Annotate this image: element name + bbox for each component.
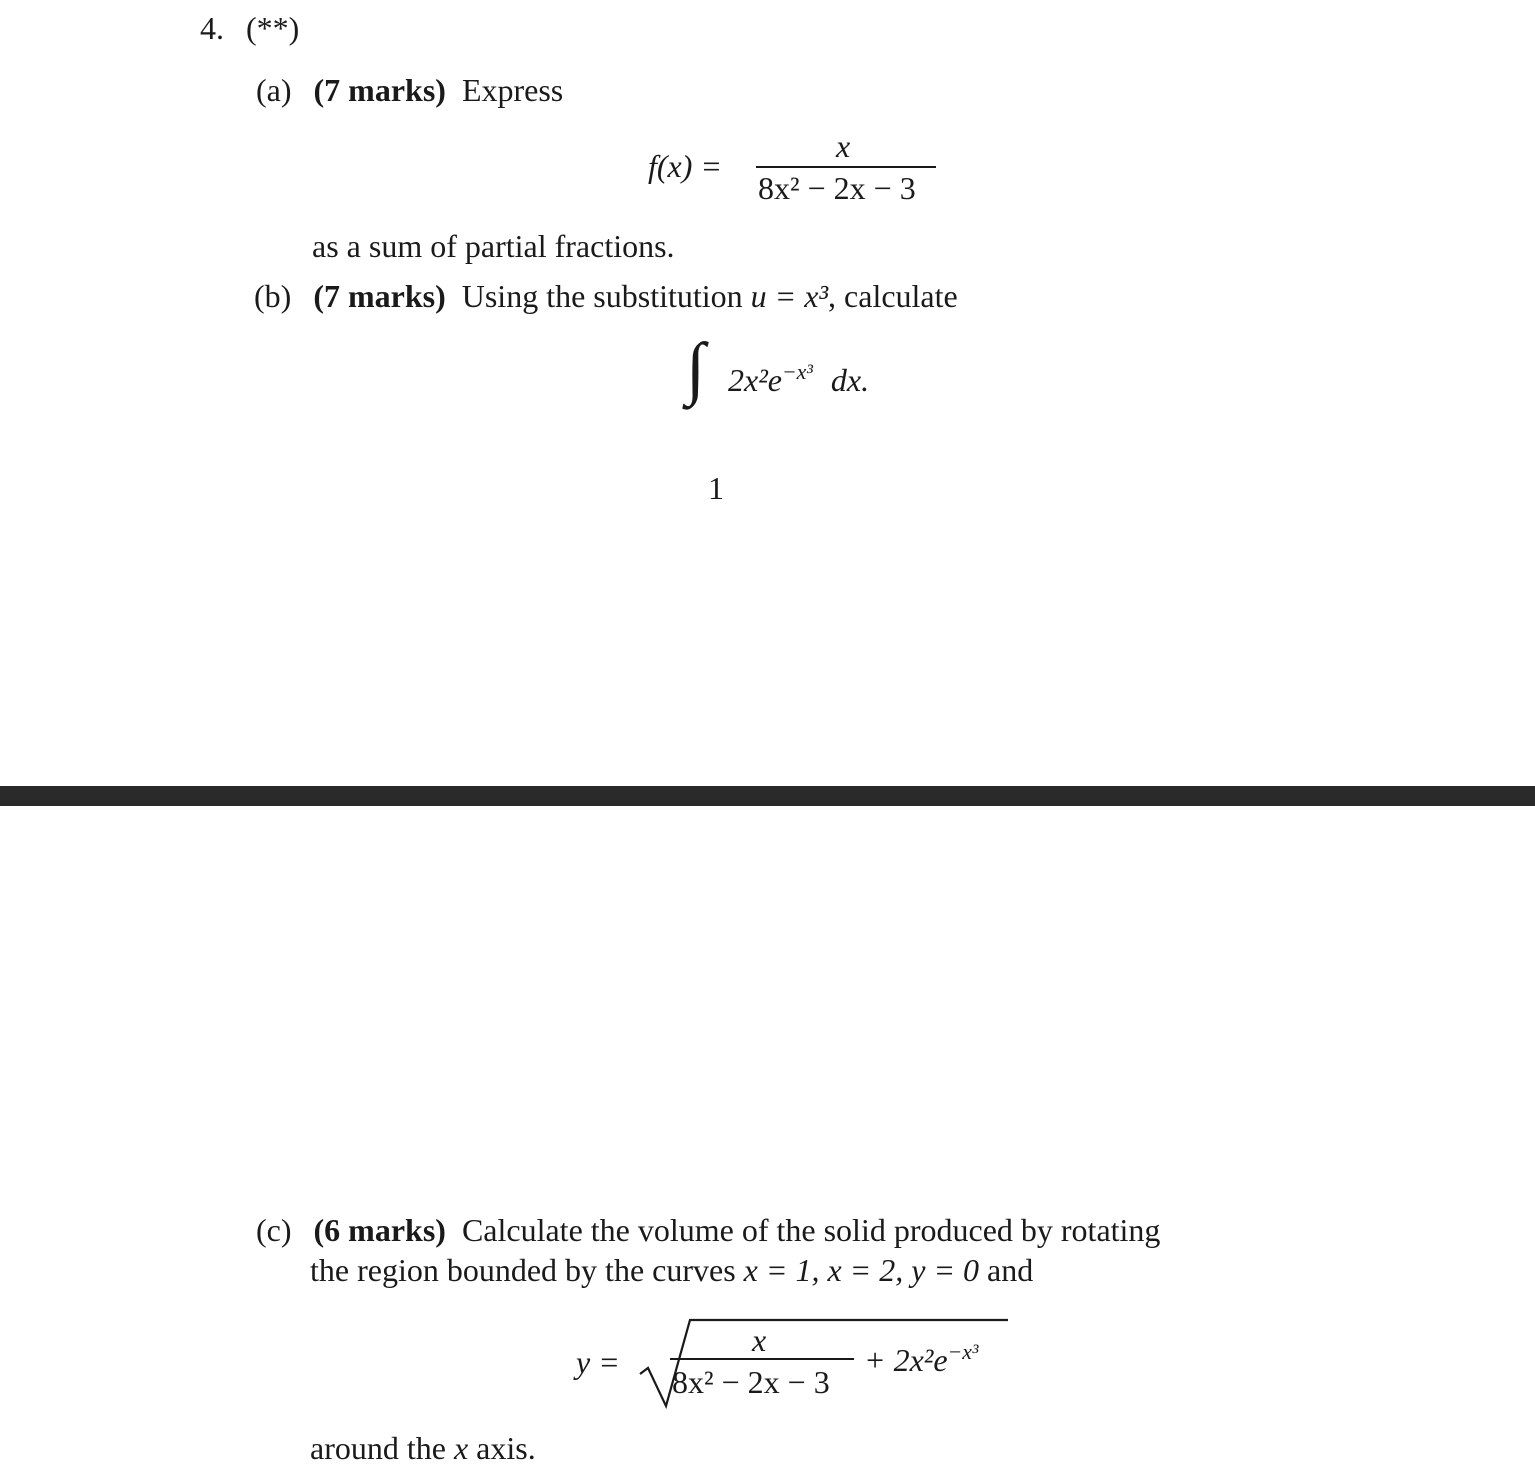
part-b-exponent: −x³ [782, 360, 813, 385]
part-c-line2 [310, 1254, 1033, 1286]
difficulty-marker: (**) [246, 10, 300, 46]
part-b-heading [254, 280, 958, 312]
question-number [200, 12, 299, 44]
part-a-numerator: x [836, 128, 851, 164]
part-c-line1: Calculate the volume of the solid produced by rotating [461, 1212, 1161, 1248]
question-number-text: 4. [200, 10, 224, 46]
part-b-marks: (7 marks) [313, 278, 446, 314]
part-c-plus-term-base: + 2x²e [864, 1342, 948, 1378]
part-c-bounds: x = 1, x = 2, y = 0 [743, 1252, 980, 1288]
part-c-marks: (6 marks) [313, 1212, 446, 1248]
part-a-instruction: Express [461, 72, 564, 108]
part-b-instruction-start: Using the substitution [461, 278, 751, 314]
part-a-followup: as a sum of partial fractions. [312, 228, 675, 264]
part-b-substitution: u = x³ [750, 278, 829, 314]
part-c-closing-end: axis. [468, 1430, 536, 1466]
part-b-instruction-end: , calculate [828, 278, 958, 314]
part-b-label: (b) [254, 278, 292, 314]
part-a-marks: (7 marks) [313, 72, 446, 108]
part-a-label: (a) [256, 72, 292, 108]
part-c-heading [256, 1214, 1160, 1246]
page-divider [0, 786, 1535, 806]
integral-sign: ∫ [686, 330, 706, 407]
part-c-line2-start: the region bounded by the curves [310, 1252, 744, 1288]
part-c-closing-var: x [453, 1430, 469, 1466]
part-a-denominator: 8x² − 2x − 3 [758, 170, 916, 206]
part-c-lhs: y = [576, 1344, 620, 1380]
part-a-heading [256, 74, 563, 106]
part-c-closing-start: around the [310, 1430, 454, 1466]
part-c-denominator: 8x² − 2x − 3 [672, 1364, 830, 1400]
page-number: 1 [708, 470, 724, 506]
part-a-fraction-bar [756, 166, 936, 168]
part-a-lhs: f(x) = [648, 148, 722, 184]
part-c-closing [310, 1432, 536, 1464]
part-c-plus-term [864, 1340, 979, 1378]
part-b-differential: dx. [830, 362, 870, 398]
part-b-integrand-base: 2x²e [728, 362, 782, 398]
part-c-plus-exponent: −x³ [947, 1340, 979, 1365]
part-c-label: (c) [256, 1212, 292, 1248]
part-c-fraction-bar [670, 1358, 854, 1360]
part-c-line2-end: and [979, 1252, 1034, 1288]
part-b-integrand [728, 360, 870, 398]
part-c-numerator: x [752, 1322, 767, 1358]
